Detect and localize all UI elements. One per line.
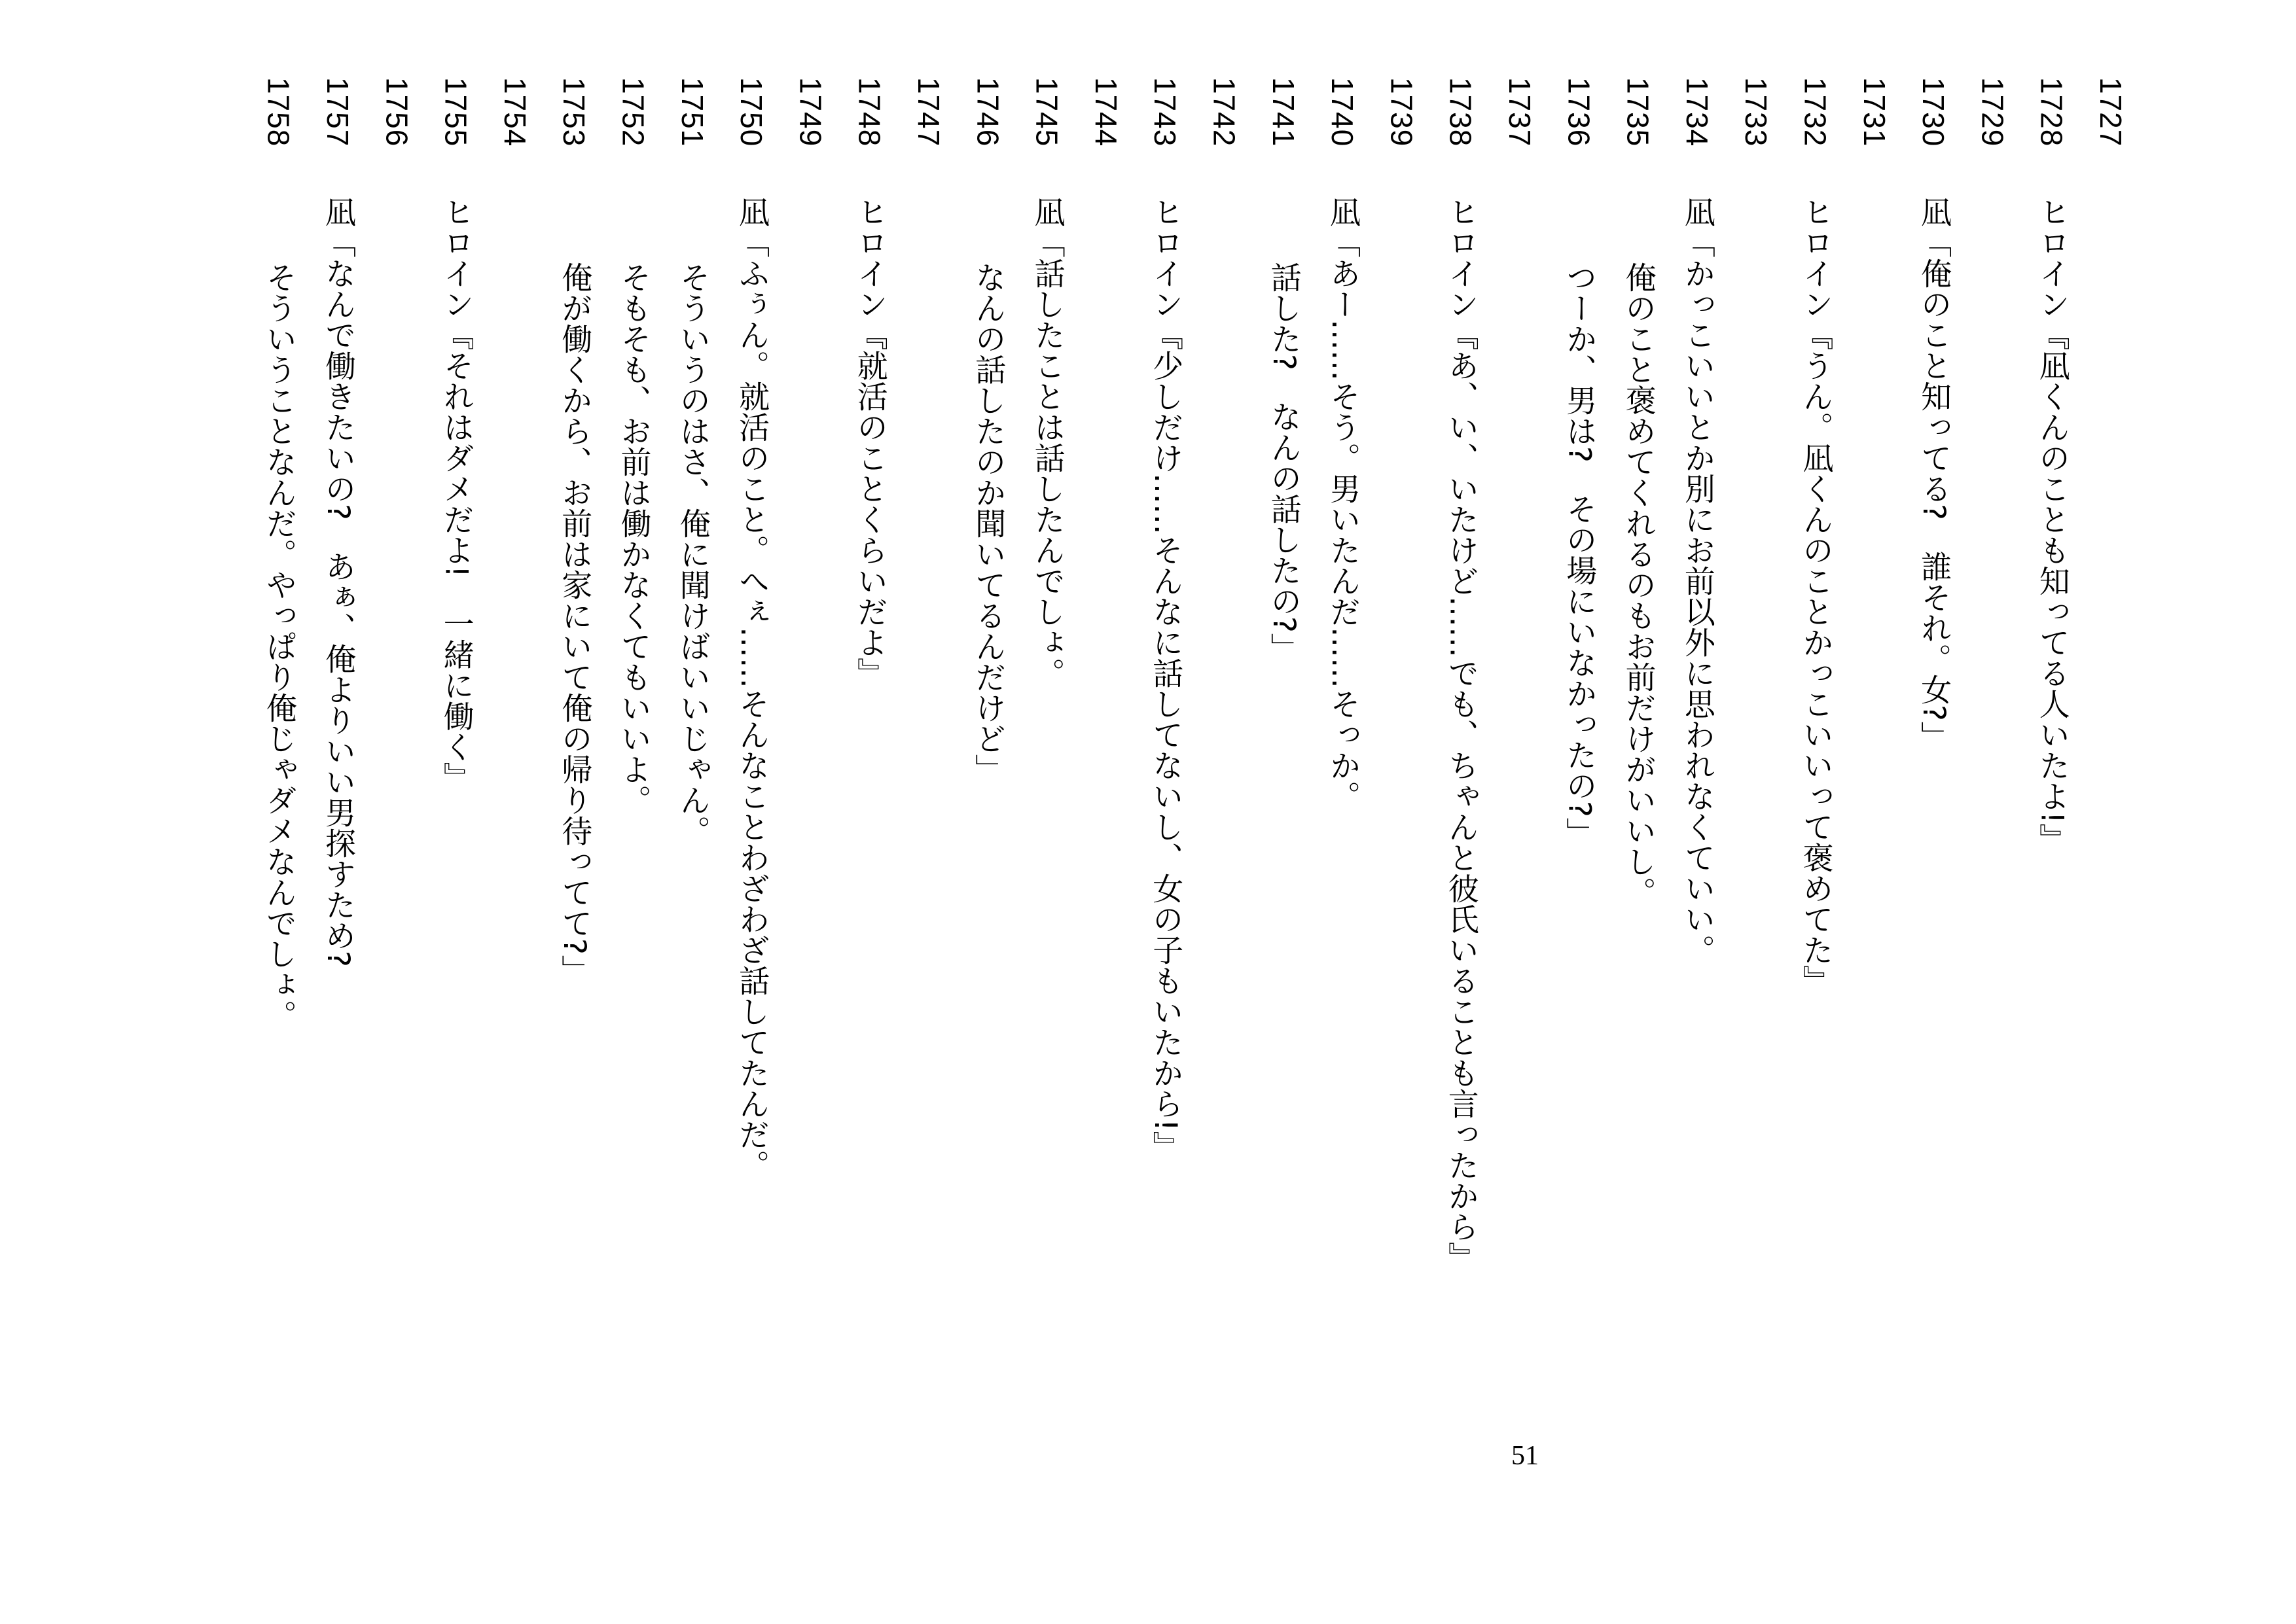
line-text: ヒロイン『うん。凪くんのことかっこいいって褒めてた』 — [1797, 196, 1834, 996]
line-number: 1729 — [1975, 77, 2010, 147]
line-number: 1755 — [439, 77, 473, 147]
script-line — [673, 0, 712, 1309]
line-text — [1500, 196, 1539, 1374]
page-number: 51 — [1511, 1441, 1539, 1471]
line-number: 1730 — [1916, 77, 1951, 147]
script-line — [318, 0, 357, 1309]
script-line — [791, 0, 830, 1309]
line-text: 凪「俺のこと知ってる? 誰それ。女?」 — [1916, 196, 1952, 752]
script-line — [1619, 0, 1658, 1309]
line-text: そういうことなんだ。やっぱり俺じゃダメなんでしょ。 — [260, 262, 297, 1031]
script-line — [259, 0, 298, 1309]
line-text: 凪「あー……そう。男いたんだ……そっか。 — [1325, 196, 1361, 811]
line-text — [1855, 196, 1894, 1374]
line-text — [2091, 196, 2130, 1374]
line-number: 1757 — [321, 77, 355, 147]
line-text — [495, 196, 535, 1374]
line-number: 1750 — [734, 77, 769, 147]
script-line — [1500, 0, 1539, 1309]
script-line — [495, 0, 535, 1309]
line-text: 話した? なんの話したの?」 — [1265, 262, 1302, 663]
line-number: 1749 — [793, 77, 828, 147]
line-number: 1744 — [1088, 77, 1123, 147]
line-text: ヒロイン『それはダメだよ! 一緒に働く』 — [438, 196, 475, 793]
line-text: 凪「話したことは話したんでしょ。 — [1029, 196, 1066, 688]
script-line — [909, 0, 948, 1309]
line-number: 1727 — [2094, 77, 2128, 147]
script-line — [1264, 0, 1303, 1309]
line-number: 1741 — [1266, 77, 1300, 147]
line-text — [909, 196, 948, 1374]
script-line — [1205, 0, 1244, 1309]
line-number: 1742 — [1207, 77, 1242, 147]
line-number: 1731 — [1857, 77, 1892, 147]
line-number: 1734 — [1679, 77, 1714, 147]
script-line — [377, 0, 416, 1309]
line-text: つーか、男は? その場にいなかったの?」 — [1561, 262, 1598, 848]
script-line — [1559, 0, 1598, 1309]
line-number: 1738 — [1443, 77, 1478, 147]
script-line — [1855, 0, 1894, 1309]
line-text: ヒロイン『少しだけ……そんなに話してないし、女の子もいたから!』 — [1147, 196, 1184, 1162]
line-number: 1740 — [1325, 77, 1360, 147]
line-number: 1739 — [1384, 77, 1419, 147]
line-number: 1746 — [971, 77, 1005, 147]
line-text — [791, 196, 830, 1374]
script-line — [1382, 0, 1421, 1309]
line-number: 1756 — [380, 77, 414, 147]
script-line — [1973, 0, 2012, 1309]
line-number: 1735 — [1621, 77, 1655, 147]
script-line — [1323, 0, 1362, 1309]
line-number: 1752 — [616, 77, 651, 147]
line-number: 1754 — [497, 77, 532, 147]
script-line — [554, 0, 594, 1309]
script-line — [1441, 0, 1480, 1309]
line-text — [1086, 196, 1126, 1374]
line-number: 1758 — [261, 77, 296, 147]
line-number: 1737 — [1503, 77, 1537, 147]
line-text: 凪「かっこいいとか別にお前以外に思われなくていい。 — [1679, 196, 1715, 965]
line-text: ヒロイン『就活のことくらいだよ』 — [852, 196, 888, 688]
script-line — [614, 0, 653, 1309]
line-number: 1728 — [2034, 77, 2069, 147]
line-text — [377, 196, 416, 1374]
line-text — [1382, 196, 1421, 1374]
line-text: 俺のこと褒めてくれるのもお前だけがいいし。 — [1620, 262, 1657, 908]
line-text: 凪「ふぅん。就活のこと。へぇ……そんなことわざわざ話してたんだ。 — [734, 196, 770, 1180]
script-line — [2091, 0, 2130, 1309]
line-number: 1732 — [1798, 77, 1833, 147]
script-line — [1914, 0, 1953, 1309]
line-text: ヒロイン『あ、い、いたけど……でも、ちゃんと彼氏いることも言ったから』 — [1443, 196, 1479, 1273]
script-line — [1086, 0, 1126, 1309]
script-line — [1677, 0, 1717, 1309]
script-line — [850, 0, 889, 1309]
line-text: そもそも、お前は働かなくてもいいよ。 — [615, 262, 652, 815]
line-text: 凪「なんで働きたいの? あぁ、俺よりいい男探すため? — [320, 196, 356, 967]
line-number: 1748 — [852, 77, 887, 147]
script-line — [732, 0, 771, 1309]
line-number: 1747 — [912, 77, 946, 147]
line-text: 俺が働くから、お前は家にいて俺の帰り待ってて?」 — [556, 262, 593, 985]
script-line — [2032, 0, 2072, 1309]
line-text: なんの話したのか聞いてるんだけど」 — [970, 262, 1007, 785]
script-line — [1796, 0, 1835, 1309]
line-text: ヒロイン『凪くんのことも知ってる人いたよ!』 — [2034, 196, 2070, 855]
line-number: 1733 — [1739, 77, 1774, 147]
script-line — [1028, 0, 1067, 1309]
line-number: 1743 — [1148, 77, 1183, 147]
line-text — [1736, 196, 1776, 1374]
script-line — [1145, 0, 1185, 1309]
line-text — [1205, 196, 1244, 1374]
line-text: そういうのはさ、俺に聞けばいいじゃん。 — [674, 262, 711, 846]
line-number: 1753 — [557, 77, 592, 147]
script-line — [968, 0, 1007, 1309]
line-text — [1973, 196, 2012, 1374]
line-number: 1745 — [1030, 77, 1064, 147]
line-number: 1751 — [675, 77, 709, 147]
line-number: 1736 — [1562, 77, 1596, 147]
script-line — [437, 0, 476, 1309]
script-line — [1736, 0, 1776, 1309]
